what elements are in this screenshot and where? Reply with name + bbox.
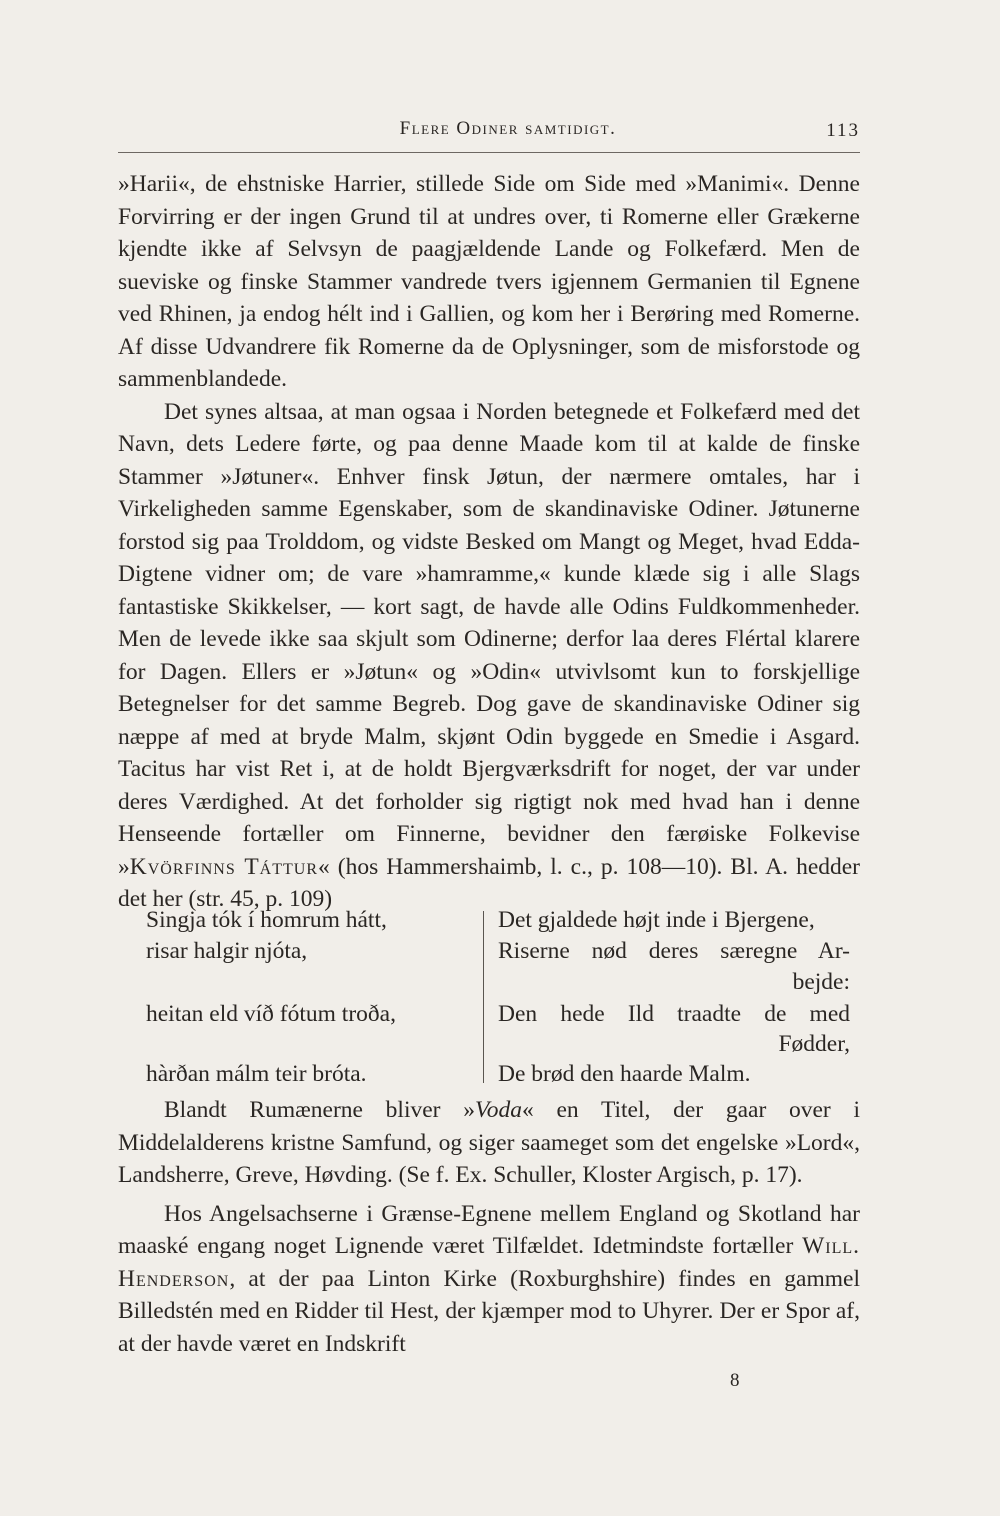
page-number: 113 [826, 120, 860, 141]
paragraph-3-text: Blandt Rumænerne bliver » [164, 1097, 475, 1123]
paragraph-4-text-end: , at der paa Linton Kirke (Roxburghshire) findes en gammel Billedstén med en Ridder til Hest, der kjæmper mod to Uhyrer. Der er Spor af, at der havde været en Indskrift [118, 1265, 860, 1357]
page-header [118, 118, 860, 153]
paragraph-2-text-end: « (hos Hammershaimb, l. c., p. 108—10). Bl. A. hedder det her (str. 45, p. 109) [118, 853, 861, 912]
verse-line: hàrðan málm teir bróta. [146, 1061, 367, 1087]
verse-line: heitan eld víð fótum troða, [146, 1001, 396, 1027]
paragraph-2-text: Det synes altsaa, at man ogsaa i Norden betegnede et Folkefærd med det Navn, dets Ledere førte, og paa denne Maade kom til at kalde de finske Stammer »Jøtuner«. Enhver finsk Jøtun, der nærmere omtales, har i Virkeligheden samme Egenskaber, som de skandinaviske Odiner. Jøtunerne forstod sig paa Trolddom, og vidste Besked om Mangt og Meget, hvad Edda-Digtene vidner om; de vare »hamramme,« kunde klæde sig i alle Slags fantastiske Skikkelser, — kort sagt, de havde alle Odins Fuldkommenheder. Men de levede ikke saa skjult som Odinerne; derfor laa deres Flértal klarere for Dagen. Ellers er »Jøtun« og »Odin« utvivlsomt kun to forskjellige Betegnelser for det samme Begreb. Dog gave de skandinaviske Odiner sig næppe af med at bryde Malm, skjønt Odin byggede en Smedie i Asgard. Tacitus har vist Ret i, at de holdt Bjergværksdrift for noget, der var under deres Værdighed. At det forholder sig rigtigt nok med hvad han i denne Henseende fortæller om Finnerne, bevidner den færøiske Folkevise » [118, 398, 860, 880]
verse-line: Fødder, [778, 1031, 850, 1057]
paragraph-4-text: Hos Angelsachserne i Grænse-Egnene mellem England og Skotland har maaské engang noget Lignende været Tilfældet. Idetmindste fortæller [118, 1200, 860, 1259]
verse-block [118, 905, 860, 1091]
verse-line: Det gjaldede højt inde i Bjergene, [498, 907, 815, 933]
verse-line: Singja tók í homrum hátt, [146, 907, 387, 933]
italic-term: Voda [474, 1097, 522, 1123]
running-head: Flere Odiner samtidigt. [399, 118, 617, 139]
signature-mark: 8 [730, 1370, 740, 1391]
verse-divider [483, 911, 484, 1083]
author-name: Will. Henderson [118, 1233, 860, 1292]
body-text [118, 168, 860, 916]
paragraph-4 [118, 1198, 860, 1361]
ballad-title: Kvörfinns Táttur [129, 853, 319, 880]
body-text-continued [118, 1094, 860, 1360]
verse-line: bejde: [792, 969, 850, 995]
paragraph-3 [118, 1094, 860, 1192]
verse-line: De brød den haarde Malm. [498, 1061, 751, 1087]
paragraph-3-text-end: « en Titel, der gaar over i Middelalderens kristne Samfund, og siger saameget som det engelske »Lord«, Landsherre, Greve, Høvding. (Se f. Ex. Schuller, Kloster Argisch, p. 17). [118, 1097, 861, 1188]
verse-line: Riserne nød deres særegne Ar- [498, 938, 850, 964]
paragraph-1: »Harii«, de ehstniske Harrier, stillede Side om Side med »Manimi«. Denne Forvirring er der ingen Grund til at undres over, ti Romerne eller Grækerne kjendte ikke af Selvsyn de paagjældende Lande og Folkefærd. Men de sueviske og finske Stammer vandrede tvers igjennem Germanien til Egnene ved Rhinen, ja endog hélt ind i Gallien, og kom her i Berøring med Romerne. Af disse Udvandrere fik Romerne da de Oplysninger, som de misforstode og sammenblandede. [118, 171, 860, 392]
paragraph-2 [118, 396, 860, 916]
verse-line: risar halgir njóta, [146, 938, 308, 964]
verse-line: Den hede Ild traadte de med [498, 1001, 850, 1027]
